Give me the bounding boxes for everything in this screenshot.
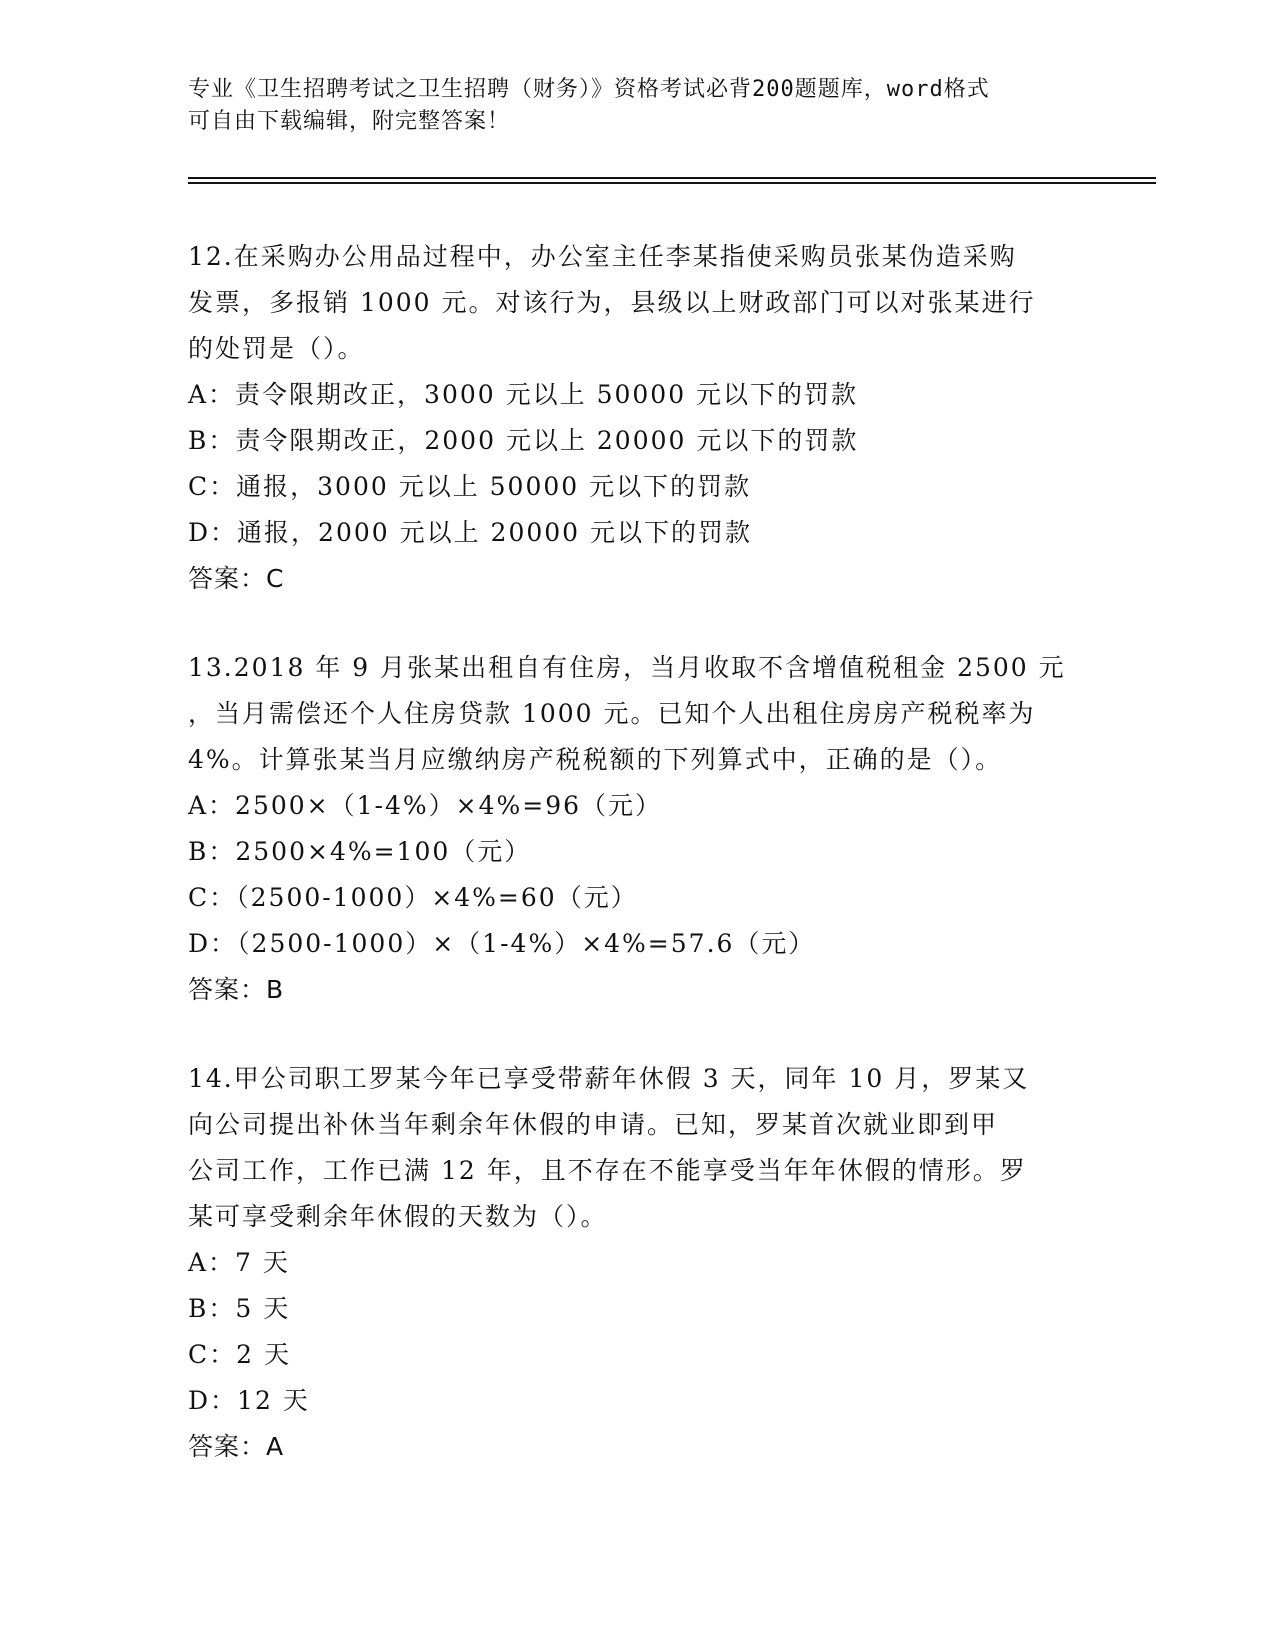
stem-line: 13.2018 年 9 月张某出租自有住房，当月收取不含增值税租金 2500 元 <box>188 653 1066 682</box>
answer-label: 答案：A <box>188 1432 285 1461</box>
stem-line: ，当月需偿还个人住房贷款 1000 元。已知个人出租住房房产税税率为 <box>188 699 1036 728</box>
question-stem <box>188 234 1088 372</box>
stem-line: 14.甲公司职工罗某今年已享受带薪年休假 3 天，同年 10 月，罗某又 <box>188 1064 1030 1093</box>
answer-label: 答案：C <box>188 564 285 593</box>
stem-line: 发票，多报销 1000 元。对该行为，县级以上财政部门可以对张某进行 <box>188 288 1036 317</box>
question-14 <box>188 1056 1088 1470</box>
option-c: C：2 天 <box>188 1340 291 1369</box>
question-stem <box>188 645 1088 783</box>
option-a: A：2500×（1-4%）×4%=96（元） <box>188 791 663 820</box>
option-d: D：12 天 <box>188 1386 310 1415</box>
header-divider-bottom <box>188 182 1156 184</box>
option-a: A：责令限期改正，3000 元以上 50000 元以下的罚款 <box>188 380 859 409</box>
question-stem <box>188 1056 1088 1240</box>
option-b: B：责令限期改正，2000 元以上 20000 元以下的罚款 <box>188 426 859 455</box>
stem-line: 4%。计算张某当月应缴纳房产税税额的下列算式中，正确的是（）。 <box>188 745 1003 774</box>
option-b: B：5 天 <box>188 1294 291 1323</box>
stem-line: 公司工作，工作已满 12 年，且不存在不能享受当年年休假的情形。罗 <box>188 1156 1027 1185</box>
stem-line: 12.在采购办公用品过程中，办公室主任李某指使采购员张某伪造采购 <box>188 242 1017 271</box>
option-d: D：通报，2000 元以上 20000 元以下的罚款 <box>188 518 753 547</box>
header-divider-top <box>188 177 1156 179</box>
header-line-1: 专业《卫生招聘考试之卫生招聘（财务）》资格考试必背200题题库，word格式 <box>188 77 990 102</box>
question-13 <box>188 645 1088 1013</box>
question-12 <box>188 234 1088 602</box>
answer-label: 答案：B <box>188 975 285 1004</box>
option-c: C：（2500-1000）×4%=60（元） <box>188 883 638 912</box>
stem-line: 向公司提出补休当年剩余年休假的申请。已知，罗某首次就业即到甲 <box>188 1110 999 1139</box>
option-c: C：通报，3000 元以上 50000 元以下的罚款 <box>188 472 752 501</box>
option-b: B：2500×4%=100（元） <box>188 837 532 866</box>
option-a: A：7 天 <box>188 1248 290 1277</box>
header-line-2: 可自由下载编辑，附完整答案！ <box>188 109 511 134</box>
stem-line: 某可享受剩余年休假的天数为（）。 <box>188 1202 608 1231</box>
stem-line: 的处罚是（）。 <box>188 334 365 363</box>
option-d: D：（2500-1000）×（1-4%）×4%=57.6（元） <box>188 929 816 958</box>
document-header <box>188 74 1088 138</box>
